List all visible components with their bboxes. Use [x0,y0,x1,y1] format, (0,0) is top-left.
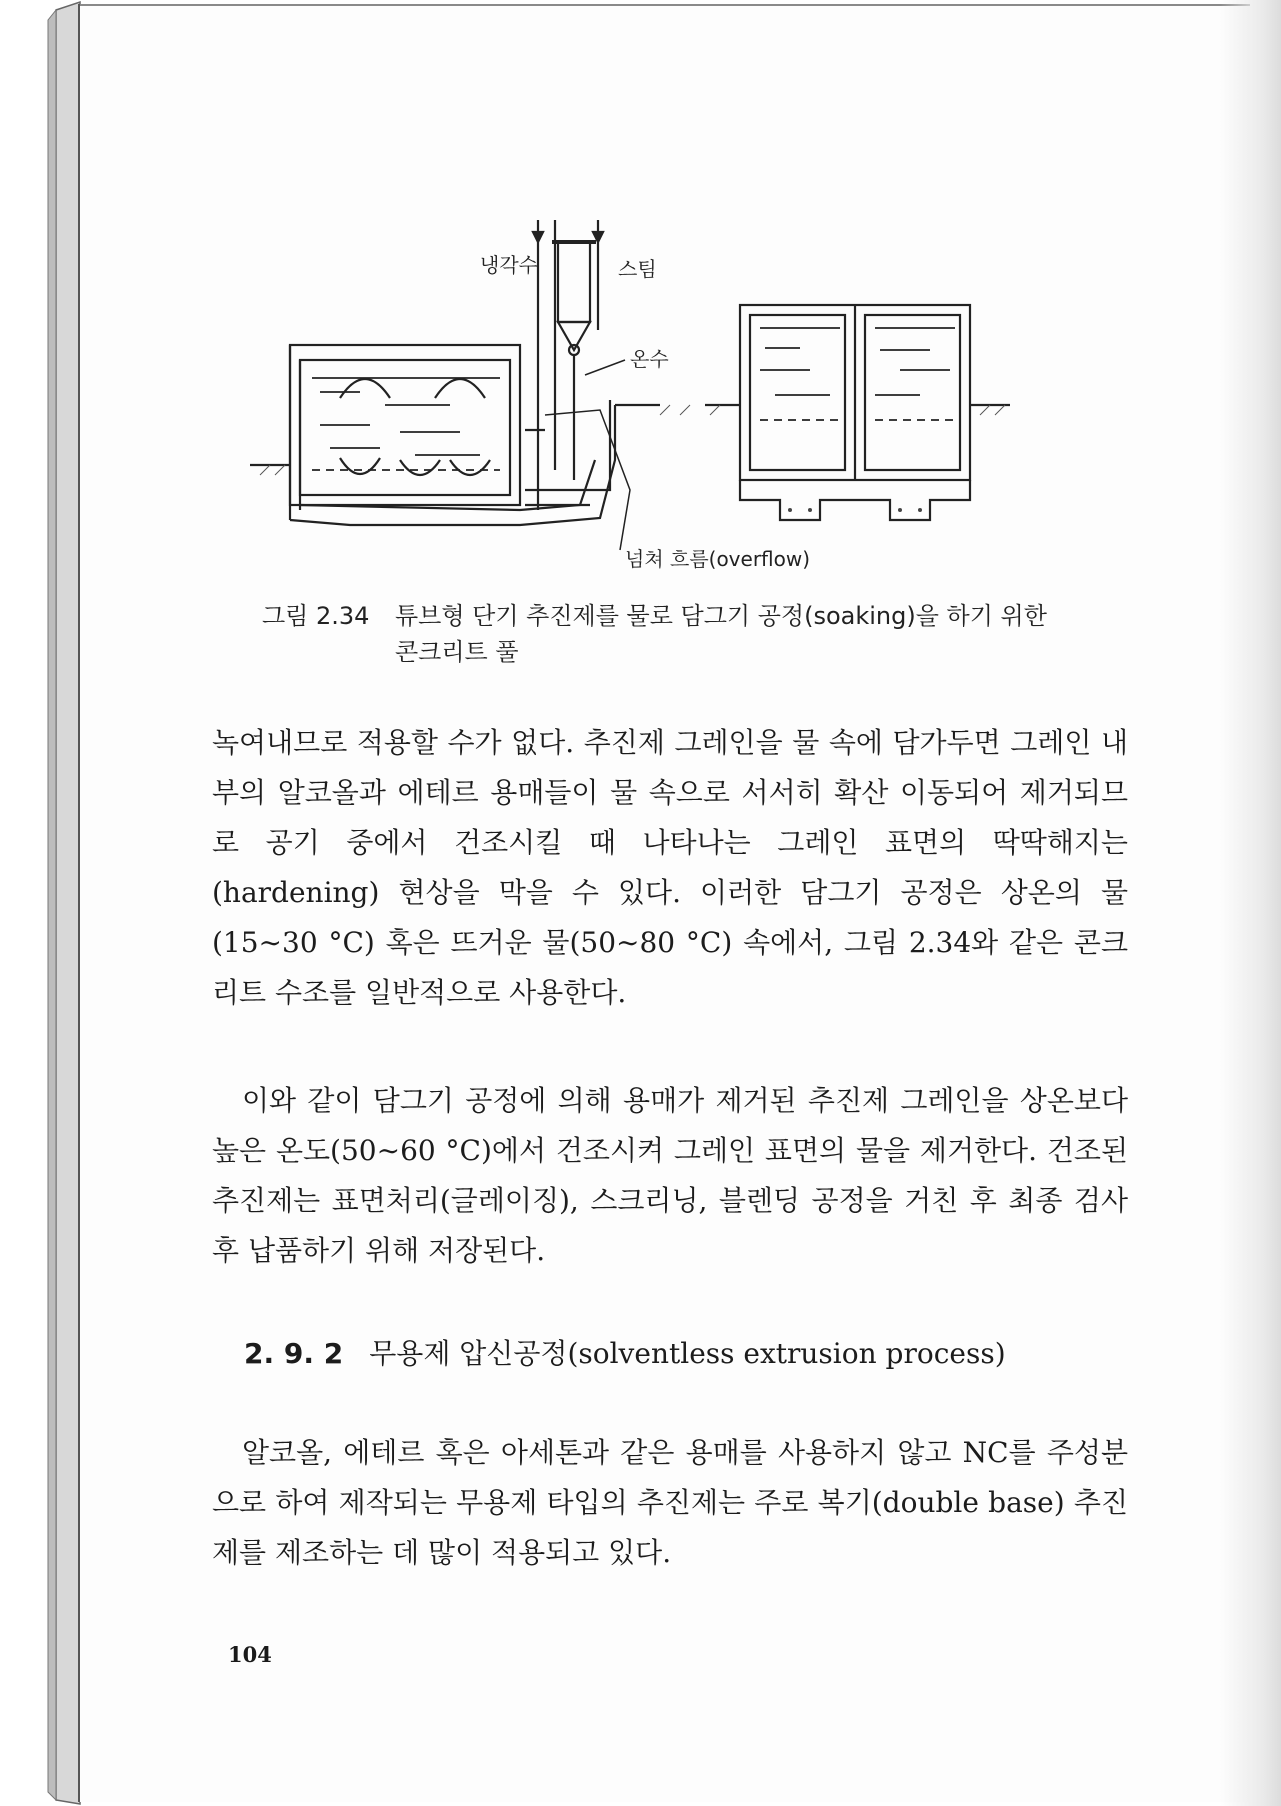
caption-line-2: 콘크리트 풀 [395,638,519,666]
label-overflow: 넘쳐 흐름(overflow) [625,547,811,571]
paragraph-2: 이와 같이 담그기 공정에 의해 용매가 제거된 추진제 그레인을 상온보다 높은 온도(50∼60 °C)에서 건조시켜 그레인 표면의 물을 제거한다. 건조된 추진제는 표면처리(글레이징), 스크리닝, 블렌딩 공정을 거친 후 최종 검사 후 납품하기 위해 저장된다. [212,1084,1128,1267]
paragraph-1: 녹여내므로 적용할 수가 없다. 추진제 그레인을 물 속에 담가두면 그레인 내부의 알코올과 에테르 용매들이 물 속으로 서서히 확산 이동되어 제거되므로 공기 중에서 건조시킬 때 나타나는 그레인 표면의 딱딱해지는(hardening) 현상을 막을 수 있다. 이러한 담그기 공정은 상온의 물(15∼30 °C) 혹은 뜨거운 물(50∼80 °C) 속에서, 그림 2.34와 같은 콘크리트 수조를 일반적으로 사용한다. [212,726,1128,1009]
soaking-pool-figure [200,220,1120,590]
section-title: 무용제 압신공정(solventless extrusion process) [369,1337,1006,1370]
label-warm-water: 온수 [630,347,669,371]
label-cooling-water: 냉각수 [480,253,538,277]
label-steam: 스팀 [618,257,657,281]
left-tank-inner [300,360,510,495]
caption-line-1: 튜브형 단기 추진제를 물로 담그기 공정(soaking)을 하기 위한 [395,602,1047,630]
paragraph-3: 알코올, 에테르 혹은 아세톤과 같은 용매를 사용하지 않고 NC를 주성분으로 하여 제작되는 무용제 타입의 추진제는 주로 복기(double base) 추진제를 제조하는 데 많이 적용되고 있다. [212,1436,1128,1569]
page-number: 104 [228,1642,272,1667]
caption-number: 그림 2.34 [262,602,370,630]
figure-caption [262,598,1122,670]
section-heading [244,1332,1124,1372]
page-edge-shadow [1220,0,1281,1806]
book-edge [0,0,90,1806]
section-number: 2. 9. 2 [244,1337,344,1370]
